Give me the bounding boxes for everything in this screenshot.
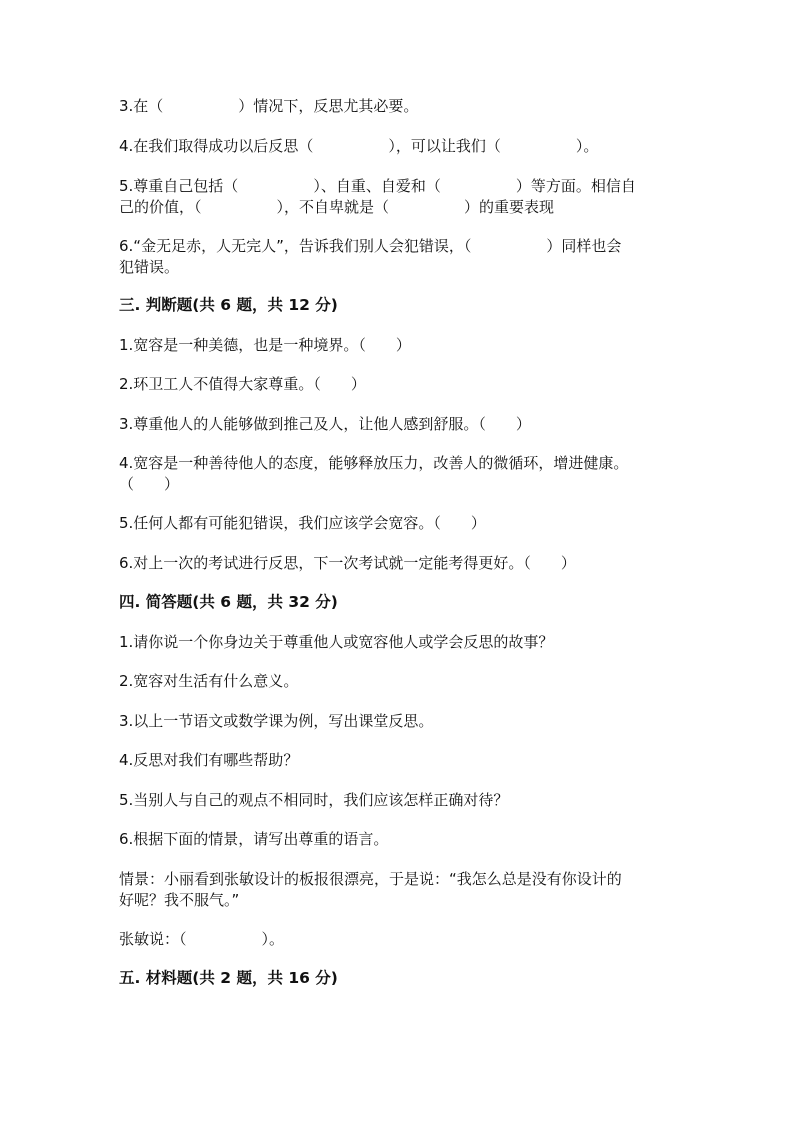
judge-1: 1.宽容是一种美德，也是一种境界。（ ） xyxy=(119,336,411,354)
section-5-title: 五. 材料题(共 2 题，共 16 分) xyxy=(119,969,338,987)
judge-4-line2: （ ） xyxy=(119,475,180,493)
judge-5: 5.任何人都有可能犯错误，我们应该学会宽容。（ ） xyxy=(119,514,486,532)
fill-in-6-line2: 犯错误。 xyxy=(119,258,180,276)
judge-4-line1: 4.宽容是一种善待他人的态度，能够释放压力，改善人的微循环，增进健康。 xyxy=(119,454,629,472)
short-answer-6: 6.根据下面的情景，请写出尊重的语言。 xyxy=(119,830,389,848)
fill-in-3: 3.在（ ）情况下，反思尤其必要。 xyxy=(119,97,419,115)
short-answer-3: 3.以上一节语文或数学课为例，写出课堂反思。 xyxy=(119,712,434,730)
scenario-line1: 情景：小丽看到张敏设计的板报很漂亮，于是说：“我怎么总是没有你设计的 xyxy=(119,870,622,888)
short-answer-4: 4.反思对我们有哪些帮助？ xyxy=(119,751,299,769)
fill-in-5-line1: 5.尊重自己包括（ ）、自重、自爱和（ ）等方面。相信自 xyxy=(119,177,636,195)
fill-in-5-line2: 己的价值，（ ），不自卑就是（ ）的重要表现 xyxy=(119,198,555,216)
zhangmin-answer: 张敏说：（ ）。 xyxy=(119,930,285,948)
judge-6: 6.对上一次的考试进行反思，下一次考试就一定能考得更好。（ ） xyxy=(119,554,576,572)
section-3-title: 三. 判断题(共 6 题，共 12 分) xyxy=(119,296,338,314)
fill-in-6-line1: 6.“金无足赤，人无完人”，告诉我们别人会犯错误，（ ）同样也会 xyxy=(119,237,622,255)
short-answer-1: 1.请你说一个你身边关于尊重他人或宽容他人或学会反思的故事？ xyxy=(119,633,554,651)
short-answer-2: 2.宽容对生活有什么意义。 xyxy=(119,672,299,690)
section-4-title: 四. 简答题(共 6 题，共 32 分) xyxy=(119,593,338,611)
judge-3: 3.尊重他人的人能够做到推己及人，让他人感到舒服。（ ） xyxy=(119,415,531,433)
scenario-line2: 好呢？我不服气。” xyxy=(119,891,240,909)
fill-in-4: 4.在我们取得成功以后反思（ ），可以让我们（ ）。 xyxy=(119,137,599,155)
short-answer-5: 5.当别人与自己的观点不相同时，我们应该怎样正确对待？ xyxy=(119,791,509,809)
judge-2: 2.环卫工人不值得大家尊重。（ ） xyxy=(119,375,366,393)
